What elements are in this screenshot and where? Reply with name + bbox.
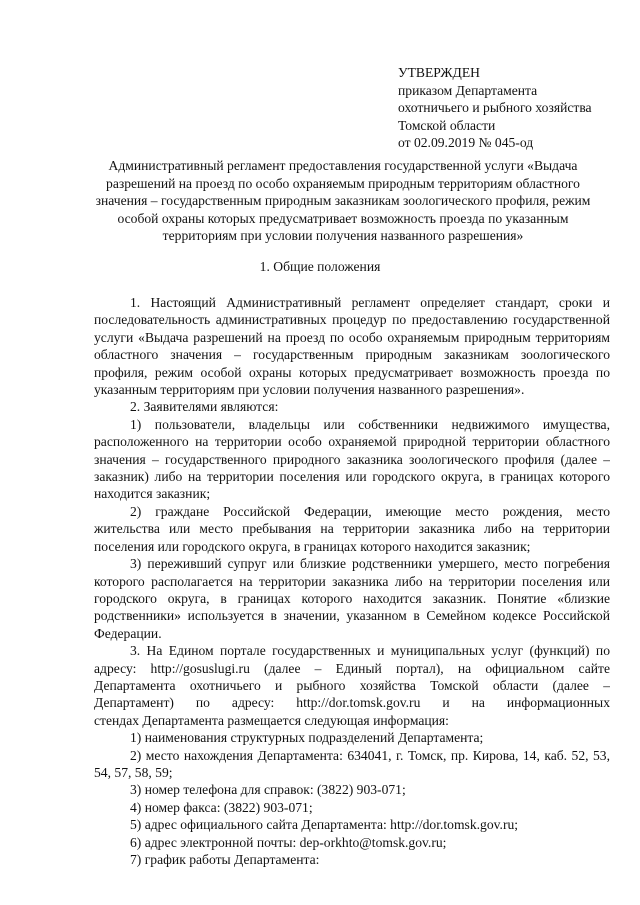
title-line: Административный регламент предоставления государственной услуги «Выдача: [108, 158, 578, 173]
body-line: Федерации.: [94, 625, 162, 641]
body-line: которого располагается на территории заказника либо на территории поселения или: [94, 573, 610, 589]
body-line: услуги «Выдача разрешений на проезд по особо охраняемым природным территориям: [94, 329, 610, 345]
body-line: 1. Настоящий Административный регламент определяет стандарт, сроки и: [130, 295, 610, 310]
body-line: профиля, режим особой охраны которых предусматривает возможность проезда по: [94, 364, 610, 380]
body-line: 54, 57, 58, 59;: [94, 764, 173, 780]
body-line: значения – государственного природного заказника зоологического профиля (далее –: [94, 451, 610, 467]
body-line: 2) место нахождения Департамента: 634041, г. Томск, пр. Кирова, 14, каб. 52, 53,: [130, 747, 610, 763]
body-line: адресу: http://gosuslugi.ru (далее – Единый портал), на официальном сайте: [94, 660, 610, 676]
body-line: родственники» используется в значении, указанном в Семейном кодексе Российской: [94, 608, 610, 624]
body-line: 3) переживший супруг или близкие родственники умершего, место погребения: [130, 556, 610, 572]
approval-line: от 02.09.2019 № 045-од: [398, 135, 534, 151]
body-line: 1) пользователи, владельцы или собственники недвижимого имущества,: [130, 416, 610, 432]
title-line: особой охраны которых предусматривает возможность проезда по указанным: [117, 210, 569, 226]
body-line: последовательность административных процедур по предоставлению государственной: [94, 312, 610, 328]
body-line: 6) адрес электронной почты: dep-orkhto@tomsk.gov.ru;: [130, 834, 447, 850]
title-line: территориям при условии получения названного разрешения»: [162, 228, 524, 244]
approval-line: приказом Департамента: [398, 82, 538, 98]
body-line: городского округа, в границах которого находится заказник. Понятие «близкие: [94, 590, 610, 606]
body-line: областного значения – государственным природным заказникам зоологического: [94, 347, 610, 363]
body-line: 2) граждане Российской Федерации, имеющие место рождения, место: [130, 503, 610, 519]
approval-line: Томской области: [398, 117, 496, 133]
document-title: [80, 157, 606, 245]
body-line: Департамента охотничьего и рыбного хозяйства Томской области (далее –: [94, 677, 610, 693]
section-heading: 1. Общие положения: [259, 259, 381, 274]
approval-block: [398, 64, 592, 152]
body-line: 4) номер факса: (3822) 903-071;: [130, 799, 313, 815]
body-line: расположенного на территории особо охраняемой природной территории областного: [94, 434, 610, 450]
body-line: Департамент) по адресу: http://dor.tomsk.gov.ru и на информационных: [94, 695, 610, 711]
document-body: [94, 294, 610, 868]
body-line: 2. Заявителями являются:: [130, 399, 279, 415]
body-line: жительства или место пребывания на территории заказника либо на территории: [94, 521, 610, 537]
body-line: 3. На Едином портале государственных и муниципальных услуг (функций) по: [130, 643, 610, 659]
body-line: 7) график работы Департамента:: [130, 852, 320, 867]
body-line: указанным территориям при условии получения названного разрешения».: [94, 382, 525, 398]
body-line: поселения или городского округа, в границах которого находится заказник;: [94, 538, 531, 554]
body-line: 5) адрес официального сайта Департамента: http://dor.tomsk.gov.ru;: [130, 817, 519, 833]
title-line: разрешений на проезд по особо охраняемым природным территориям областного: [106, 175, 580, 191]
approval-line: УТВЕРЖДЕН: [398, 65, 480, 80]
body-line: стендах Департамента размещается следующая информация:: [94, 712, 449, 728]
title-line: значения – государственным природным заказникам зоологического профиля, режим: [95, 193, 591, 209]
body-line: 3) номер телефона для справок: (3822) 903-071;: [130, 782, 406, 798]
body-line: заказник) либо на территории поселения или городского округа, в границах которого: [94, 469, 610, 485]
body-line: находится заказник;: [94, 486, 211, 502]
body-line: 1) наименования структурных подразделений Департамента;: [130, 730, 484, 746]
approval-line: охотничьего и рыбного хозяйства: [398, 100, 592, 116]
